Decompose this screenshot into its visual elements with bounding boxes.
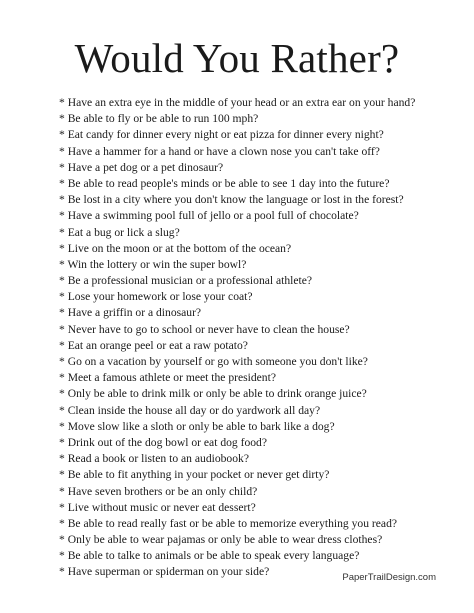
question-item: * Have a hammer for a hand or have a clown nose you can't take off? bbox=[59, 144, 380, 158]
question-item: * Never have to go to school or never have to clean the house? bbox=[59, 322, 350, 336]
question-item: * Move slow like a sloth or only be able to bark like a dog? bbox=[59, 419, 335, 433]
question-item: * Be able to fly or be able to run 100 mph? bbox=[59, 112, 259, 126]
question-item: * Eat an orange peel or eat a raw potato? bbox=[59, 338, 248, 352]
question-item: * Have a swimming pool full of jello or a pool full of chocolate? bbox=[59, 209, 359, 223]
footer-credit: PaperTrailDesign.com bbox=[342, 572, 436, 583]
question-item: * Win the lottery or win the super bowl? bbox=[59, 257, 247, 271]
question-item: * Be lost in a city where you don't know the language or lost in the forest? bbox=[59, 193, 404, 207]
question-item: * Meet a famous athlete or meet the president? bbox=[59, 371, 276, 385]
question-item: * Lose your homework or lose your coat? bbox=[59, 290, 253, 304]
question-item: * Be able to fit anything in your pocket or never get dirty? bbox=[59, 468, 330, 482]
question-item: * Have a pet dog or a pet dinosaur? bbox=[59, 160, 224, 174]
question-item: * Live on the moon or at the bottom of the ocean? bbox=[59, 241, 292, 255]
question-item: * Read a book or listen to an audiobook? bbox=[59, 452, 249, 466]
question-item: * Be able to read really fast or be able to memorize everything you read? bbox=[59, 516, 398, 530]
question-item: * Only be able to wear pajamas or only be able to wear dress clothes? bbox=[59, 533, 383, 547]
question-item: * Eat a bug or lick a slug? bbox=[59, 225, 180, 239]
question-item: * Drink out of the dog bowl or eat dog food? bbox=[59, 435, 268, 449]
question-item: * Live without music or never eat dessert? bbox=[59, 500, 256, 514]
question-list bbox=[59, 95, 469, 581]
question-item: * Be able to talke to animals or be able to speak every language? bbox=[59, 549, 360, 563]
question-item: * Have an extra eye in the middle of your head or an extra ear on your hand? bbox=[59, 96, 416, 109]
question-item: * Have superman or spiderman on your side? bbox=[59, 565, 270, 579]
page-title: Would You Rather? bbox=[74, 35, 400, 81]
question-item: * Only be able to drink milk or only be able to drink orange juice? bbox=[59, 387, 367, 401]
question-item: * Be a professional musician or a professional athlete? bbox=[59, 274, 313, 288]
question-item: * Clean inside the house all day or do yardwork all day? bbox=[59, 403, 321, 417]
question-item: * Have a griffin or a dinosaur? bbox=[59, 306, 202, 320]
question-item: * Eat candy for dinner every night or eat pizza for dinner every night? bbox=[59, 128, 384, 142]
question-item: * Be able to read people's minds or be able to see 1 day into the future? bbox=[59, 176, 390, 190]
question-item: * Have seven brothers or be an only child? bbox=[59, 484, 258, 498]
question-item: * Go on a vacation by yourself or go with someone you don't like? bbox=[59, 355, 368, 368]
